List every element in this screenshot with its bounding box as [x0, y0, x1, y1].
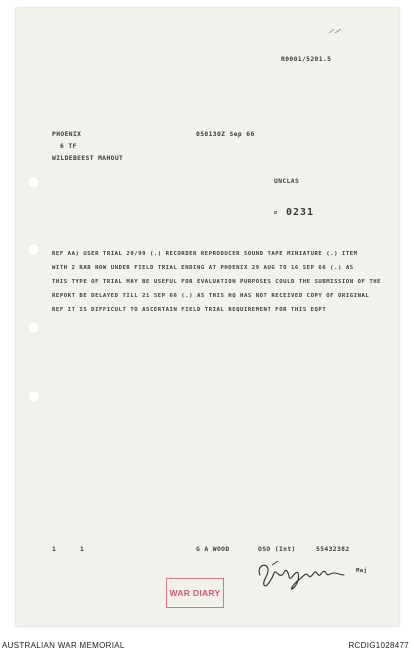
credit-left: AUSTRALIAN WAR MEMORIAL	[2, 641, 125, 650]
rank: Maj	[356, 568, 368, 574]
body-line: THIS TYPE OF TRIAL MAY BE USEFUL FOR EVALUATION PURPOSES COULD THE SUBMISSION OF THE	[52, 279, 382, 285]
ref-code: R0001/5201.5	[281, 56, 332, 63]
from-line: PHOENIX	[52, 131, 82, 138]
war-diary-stamp: WAR DIARY	[166, 578, 224, 608]
punch-hole	[27, 321, 40, 334]
to-line: 6 TF	[60, 143, 77, 150]
originator-appointment: OSO (Int)	[258, 546, 296, 553]
document-page	[16, 8, 399, 626]
serial-number: 0231	[286, 207, 315, 218]
body-line: REF AA) USER TRIAL 20/99 (.) RECORDER REPRODUCER SOUND TAPE MINIATURE (.) ITEM	[52, 251, 358, 257]
punch-hole	[27, 243, 40, 256]
info-line: WILDEBEEST MAHOUT	[52, 155, 124, 162]
originator-name: G A WOOD	[196, 546, 230, 553]
originator-phone: 55432382	[316, 546, 350, 553]
classification: UNCLAS	[274, 178, 300, 185]
date-time-group: 050130Z Sep 66	[196, 131, 255, 138]
pencil-mark	[328, 28, 342, 34]
serial-prefix: o	[274, 210, 278, 216]
handwritten-signature	[252, 553, 352, 593]
body-line: WITH 2 RAR NOW UNDER FIELD TRIAL ENDING AT PHOENIX 29 AUG TO 16 SEP 66 (.) AS	[52, 265, 354, 271]
body-line: REPORT BE DELAYED TILL 21 SEP 66 (.) AS THIS HQ HAS NOT RECEIVED COPY OF ORIGINAL	[52, 293, 370, 299]
body-line: REF IT IS DIFFICULT TO ASCERTAIN FIELD TRIAL REQUIREMENT FOR THIS EQPT	[52, 307, 327, 313]
page-count-b: 1	[80, 546, 85, 553]
page-count-a: 1	[52, 546, 57, 553]
punch-hole	[27, 390, 40, 403]
punch-hole	[27, 176, 40, 189]
credit-right: RCDIG1028477	[348, 641, 409, 650]
